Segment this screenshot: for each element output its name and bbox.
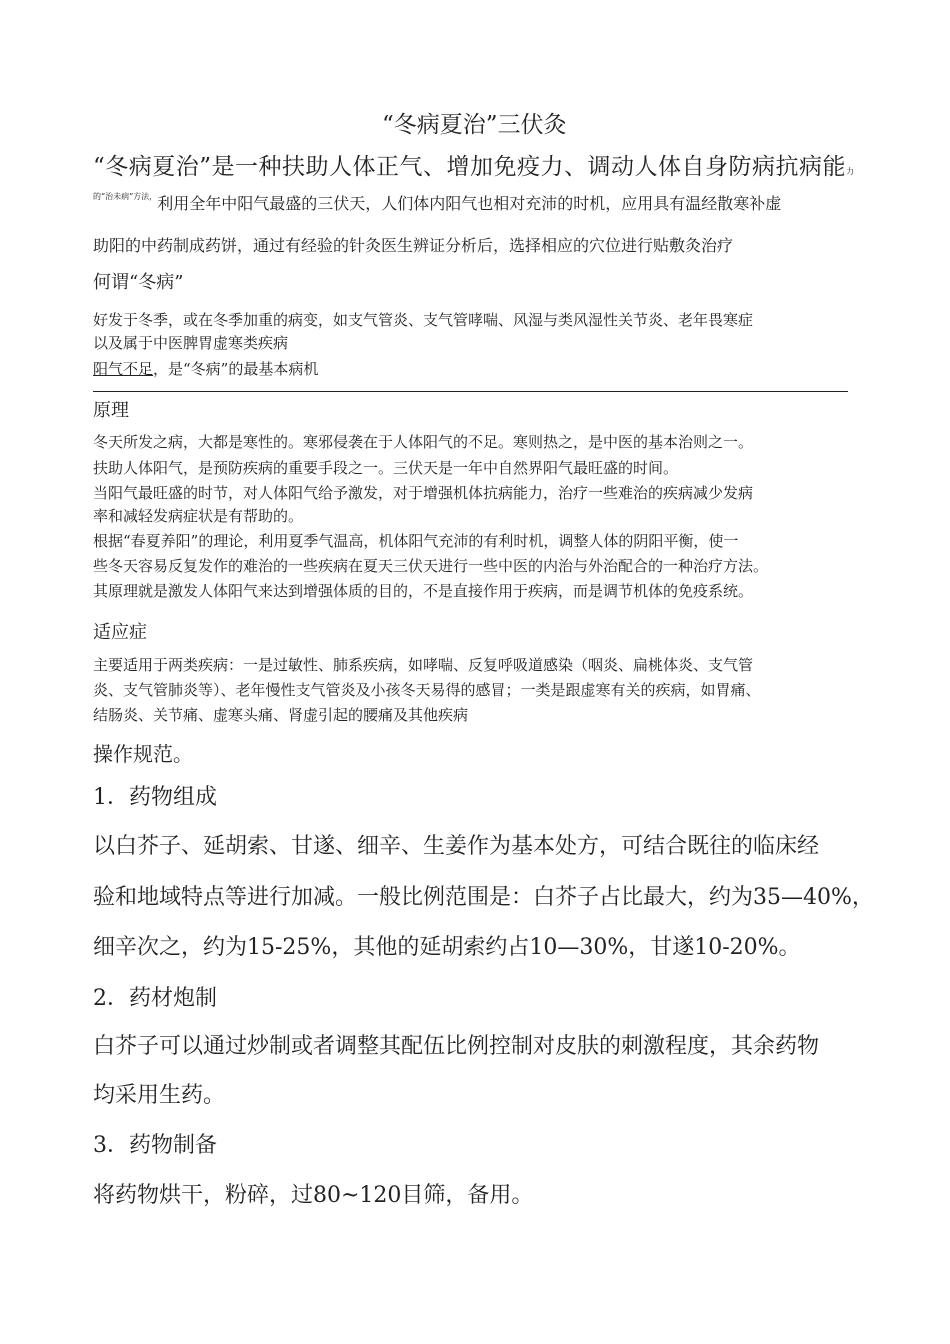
yang-deficiency-underlined: 阳气不足: [93, 360, 154, 378]
section-2-heading: 2．药材炮制: [93, 986, 217, 1011]
section-1-line: 验和地域特点等进行加减。一般比例范围是：白芥子占比最大，约为35—40%，: [93, 885, 874, 910]
winter-disease-line: 好发于冬季，或在冬季加重的病变，如支气管炎、支气管哮喘、风湿与类风湿性关节炎、老年畏寒症: [93, 311, 754, 329]
principle-line: 些冬天容易反复发作的难治的一些疾病在夏天三伏天进行一些中医的内治与外治配合的一种治疗方法。: [93, 557, 769, 575]
page-title: “冬病夏治”三伏灸: [382, 112, 567, 138]
intro-line-1-tail: 力: [846, 167, 855, 176]
intro-line-2-main: 利用全年中阳气最盛的三伏天，人们体内阳气也相对充沛的时机，应用具有温经散寒补虚: [157, 194, 782, 213]
section-1-heading: 1．药物组成: [93, 785, 217, 810]
principle-line: 率和减轻发病症状是有帮助的。: [93, 507, 304, 525]
intro-line-3: 助阳的中药制成药饼，通过有经验的针灸医生辨证分析后，选择相应的穴位进行贴敷灸治疗: [93, 236, 734, 255]
principle-line: 其原理就是激发人体阳气来达到增强体质的目的，不是直接作用于疾病，而是调节机体的免疫系统。: [93, 582, 754, 600]
winter-disease-last-rest: ，是“冬病”的最基本病机: [153, 360, 319, 378]
intro-line-1-main: “冬病夏治”是一种扶助人体正气、增加免疫力、调动人体自身防病抗病能: [93, 154, 847, 180]
section-divider: [93, 391, 848, 392]
intro-line-1: [93, 148, 855, 181]
principle-line: 扶助人体阳气，是预防疾病的重要手段之一。三伏天是一年中自然界阳气最旺盛的时间。: [93, 459, 679, 477]
indications-line: 炎、支气管肺炎等）、老年慢性支气管炎及小孩冬天易得的感冒；一类是跟虚寒有关的疾病，如胃痛、: [93, 681, 761, 699]
winter-disease-last-line: [93, 358, 318, 379]
section-1-line: 细辛次之，约为15-25%，其他的延胡索约占10—30%，甘遂10-20%。: [93, 935, 801, 960]
intro-line-2: [93, 191, 781, 214]
section-1-line: 以白芥子、延胡索、甘遂、细辛、生姜作为基本处方，可结合既往的临床经: [93, 834, 820, 859]
indications-line: 主要适用于两类疾病：一是过敏性、肺系疾病，如哮喘、反复呼吸道感染（咽炎、扁桃体炎、支气管: [93, 656, 754, 674]
section-2-line: 均采用生药。: [93, 1083, 226, 1108]
principle-line: 当阳气最旺盛的时节，对人体阳气给予激发，对于增强机体抗病能力，治疗一些难治的疾病减少发病: [93, 484, 754, 502]
section-3-heading: 3．药物制备: [93, 1133, 217, 1158]
indications-heading: 适应症: [93, 622, 147, 643]
section-3-line: 将药物烘干，粉碎，过80~120目筛，备用。: [93, 1183, 534, 1208]
winter-disease-heading: 何谓“冬病”: [93, 272, 184, 293]
indications-line: 结肠炎、关节痛、虚寒头痛、肾虚引起的腰痛及其他疾病: [93, 706, 469, 724]
principle-heading: 原理: [93, 400, 129, 421]
intro-line-2-small: 的“治未病”方法，: [93, 192, 158, 201]
operation-heading: 操作规范。: [93, 742, 193, 766]
winter-disease-line: 以及属于中医脾胃虚寒类疾病: [93, 334, 289, 352]
principle-line: 根据“春夏养阳”的理论，利用夏季气温高，机体阳气充沛的有利时机，调整人体的阴阳平衡，使一: [93, 532, 739, 550]
section-2-line: 白芥子可以通过炒制或者调整其配伍比例控制对皮肤的刺激程度，其余药物: [93, 1034, 820, 1059]
principle-line: 冬天所发之病，大都是寒性的。寒邪侵袭在于人体阳气的不足。寒则热之，是中医的基本治则之一。: [93, 433, 754, 451]
